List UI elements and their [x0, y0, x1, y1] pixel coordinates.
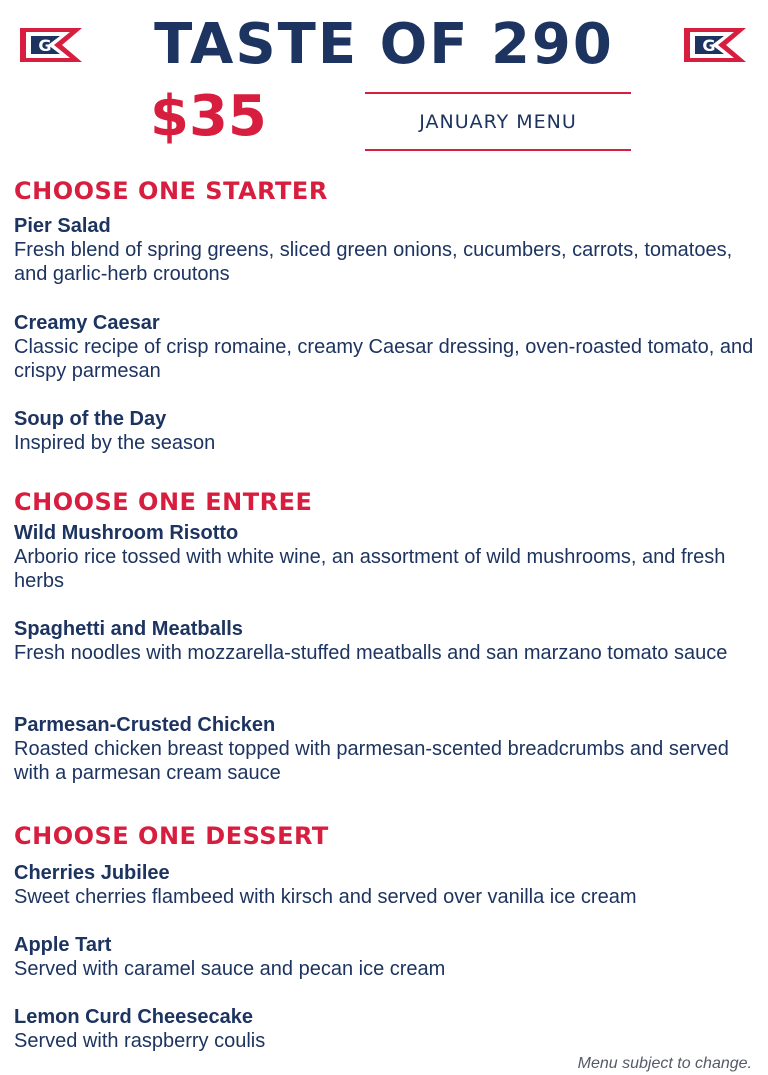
divider-top [365, 92, 631, 94]
menu-item [14, 861, 759, 909]
item-name: Creamy Caesar [14, 312, 160, 334]
menu-item [14, 521, 759, 593]
menu-month-label: JANUARY MENU [419, 111, 577, 133]
menu-item [14, 214, 759, 286]
item-description: Served with caramel sauce and pecan ice cream [14, 958, 446, 980]
menu-item [14, 311, 759, 383]
item-name: Wild Mushroom Risotto [14, 522, 239, 544]
section-heading-starter: CHOOSE ONE STARTER [14, 177, 328, 205]
menu-price: $35 [150, 84, 267, 149]
menu-item [14, 713, 759, 785]
menu-item [14, 407, 759, 455]
burgee-flag-icon-right [682, 26, 748, 64]
flag-letter: G [702, 36, 716, 55]
item-description: Served with raspberry coulis [14, 1030, 266, 1052]
item-description: Inspired by the season [14, 432, 216, 454]
flag-letter: G [38, 36, 52, 55]
menu-item [14, 617, 759, 665]
item-name: Soup of the Day [14, 408, 167, 430]
section-heading-entree: CHOOSE ONE ENTREE [14, 488, 313, 516]
item-name: Cherries Jubilee [14, 862, 170, 884]
menu-item [14, 1005, 759, 1053]
item-description: Roasted chicken breast topped with parmesan-scented breadcrumbs and served with a parmesan cream sauce [14, 738, 729, 784]
footer-note: Menu subject to change. [577, 1055, 752, 1072]
section-heading-dessert: CHOOSE ONE DESSERT [14, 822, 329, 850]
item-name: Apple Tart [14, 934, 112, 956]
item-description: Classic recipe of crisp romaine, creamy Caesar dressing, oven-roasted tomato, and crispy parmesan [14, 336, 754, 382]
item-name: Lemon Curd Cheesecake [14, 1006, 253, 1028]
item-description: Arborio rice tossed with white wine, an assortment of wild mushrooms, and fresh herbs [14, 546, 726, 592]
item-description: Sweet cherries flambeed with kirsch and served over vanilla ice cream [14, 886, 637, 908]
menu-item [14, 933, 759, 981]
item-description: Fresh noodles with mozzarella-stuffed meatballs and san marzano tomato sauce [14, 642, 728, 664]
item-name: Parmesan-Crusted Chicken [14, 714, 276, 736]
item-name: Spaghetti and Meatballs [14, 618, 243, 640]
item-name: Pier Salad [14, 215, 111, 237]
menu-title: TASTE OF 290 [154, 12, 614, 77]
divider-bottom [365, 149, 631, 151]
item-description: Fresh blend of spring greens, sliced green onions, cucumbers, carrots, tomatoes, and garlic-herb croutons [14, 239, 733, 285]
